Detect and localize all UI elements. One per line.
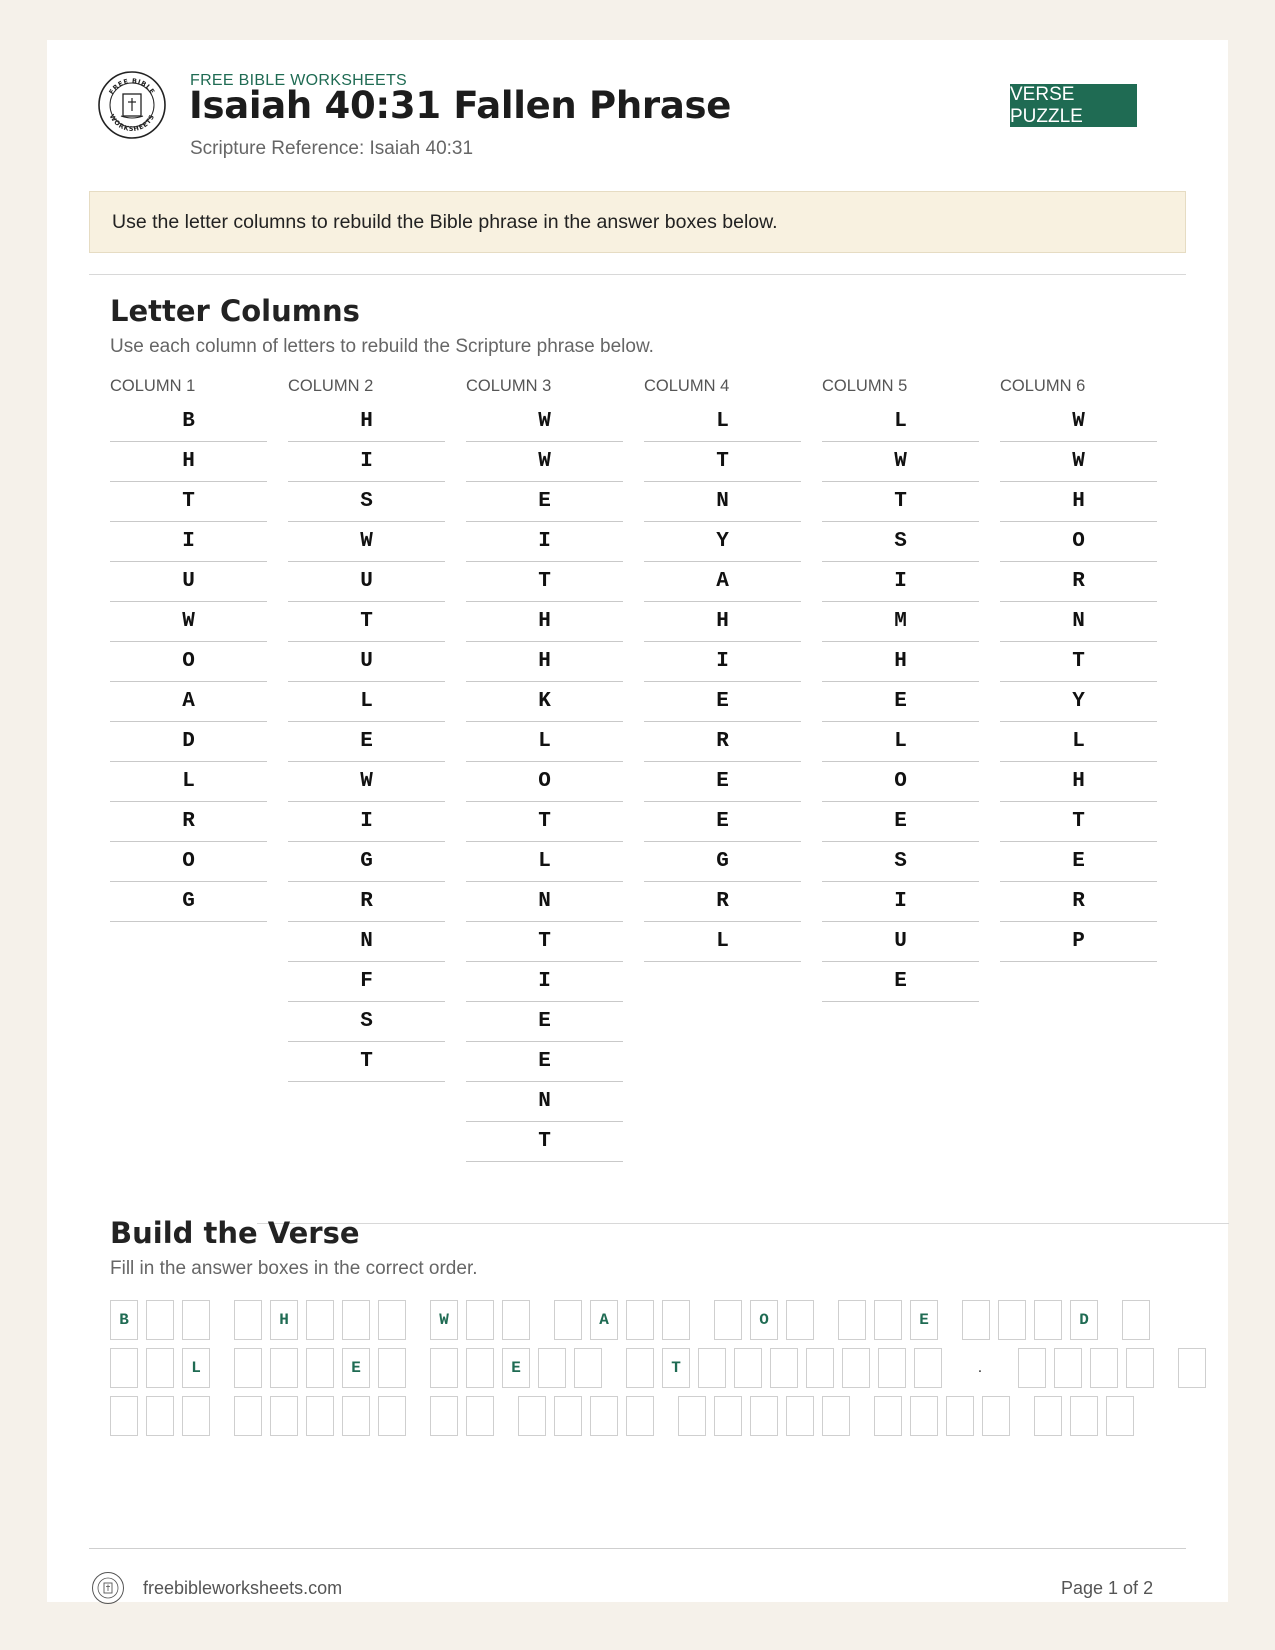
answer-box[interactable]	[842, 1348, 870, 1388]
answer-box[interactable]	[146, 1348, 174, 1388]
column-letter: L	[644, 402, 801, 442]
column-letter: S	[288, 482, 445, 522]
answer-box[interactable]	[1178, 1348, 1206, 1388]
column-letter: E	[1000, 842, 1157, 882]
book-logo-icon	[97, 70, 167, 140]
column-letter: T	[466, 802, 623, 842]
column-letter: S	[288, 1002, 445, 1042]
answer-box-hint[interactable]: E	[910, 1300, 938, 1340]
answer-box[interactable]	[822, 1396, 850, 1436]
answer-box[interactable]	[1126, 1348, 1154, 1388]
column-letter: E	[466, 482, 623, 522]
answer-box[interactable]	[270, 1348, 298, 1388]
column-letter: W	[466, 442, 623, 482]
column-letter: T	[1000, 642, 1157, 682]
column-letter: S	[822, 522, 979, 562]
answer-box[interactable]	[874, 1396, 902, 1436]
answer-box[interactable]	[982, 1396, 1010, 1436]
column-letter: I	[644, 642, 801, 682]
column-letter: U	[110, 562, 267, 602]
build-verse-title: Build the Verse	[110, 1216, 360, 1250]
letter-column	[466, 376, 623, 1162]
answer-box[interactable]	[714, 1396, 742, 1436]
answer-box[interactable]	[626, 1348, 654, 1388]
column-letter: W	[110, 602, 267, 642]
column-label: COLUMN 1	[110, 377, 196, 395]
column-letter: R	[1000, 882, 1157, 922]
column-letter: S	[822, 842, 979, 882]
answer-box[interactable]	[678, 1396, 706, 1436]
answer-box[interactable]	[342, 1396, 370, 1436]
answer-box[interactable]	[270, 1396, 298, 1436]
answer-box[interactable]	[430, 1348, 458, 1388]
column-letter: H	[466, 642, 623, 682]
column-letter: R	[1000, 562, 1157, 602]
answer-box[interactable]	[750, 1396, 778, 1436]
column-letter: L	[110, 762, 267, 802]
answer-box[interactable]	[378, 1348, 406, 1388]
answer-box-hint[interactable]: O	[750, 1300, 778, 1340]
column-label: COLUMN 5	[822, 377, 908, 395]
answer-box[interactable]	[874, 1300, 902, 1340]
letter-columns-title: Letter Columns	[110, 294, 360, 328]
punctuation-mark: .	[977, 1359, 983, 1376]
answer-box[interactable]	[1070, 1396, 1098, 1436]
page-title: Isaiah 40:31 Fallen Phrase	[189, 84, 732, 127]
verse-puzzle-badge: VERSE PUZZLE	[1010, 84, 1137, 127]
letter-column	[110, 376, 267, 922]
column-letter: T	[466, 1122, 623, 1162]
column-letter: T	[288, 602, 445, 642]
column-letter: W	[466, 402, 623, 442]
answer-box[interactable]	[806, 1348, 834, 1388]
answer-box[interactable]	[786, 1396, 814, 1436]
column-letter: T	[822, 482, 979, 522]
answer-box[interactable]	[698, 1348, 726, 1388]
logo-text-top: FREE BIBLE	[107, 76, 157, 96]
answer-box[interactable]	[662, 1300, 690, 1340]
answer-box-hint[interactable]: H	[270, 1300, 298, 1340]
column-letter: I	[822, 882, 979, 922]
column-letter: H	[110, 442, 267, 482]
column-letter: O	[466, 762, 623, 802]
column-letter: H	[1000, 482, 1157, 522]
answer-box[interactable]	[1034, 1300, 1062, 1340]
column-letter: I	[110, 522, 267, 562]
page-number: Page 1 of 2	[1061, 1578, 1154, 1598]
column-letter: E	[822, 802, 979, 842]
column-letter: L	[644, 922, 801, 962]
answer-box[interactable]	[306, 1396, 334, 1436]
answer-box[interactable]	[554, 1300, 582, 1340]
column-label: COLUMN 4	[644, 377, 730, 395]
answer-box[interactable]	[1034, 1396, 1062, 1436]
letter-columns-subtitle: Use each column of letters to rebuild the Scripture phrase below.	[110, 336, 654, 357]
column-letter: N	[466, 1082, 623, 1122]
answer-box[interactable]	[1054, 1348, 1082, 1388]
answer-box[interactable]	[234, 1300, 262, 1340]
column-letter: F	[288, 962, 445, 1002]
column-letter: W	[822, 442, 979, 482]
column-letter: N	[644, 482, 801, 522]
answer-box[interactable]	[1122, 1300, 1150, 1340]
column-letter: A	[110, 682, 267, 722]
column-letter: E	[288, 722, 445, 762]
column-letter: U	[822, 922, 979, 962]
brand-eyebrow: FREE BIBLE WORKSHEETS	[190, 72, 408, 89]
answer-box[interactable]	[714, 1300, 742, 1340]
answer-box-hint[interactable]: A	[590, 1300, 618, 1340]
answer-box[interactable]	[430, 1396, 458, 1436]
column-label: COLUMN 3	[466, 377, 552, 395]
answer-box[interactable]	[378, 1300, 406, 1340]
build-verse-subtitle: Fill in the answer boxes in the correct order.	[110, 1258, 478, 1279]
column-letter: O	[110, 642, 267, 682]
column-letter: R	[644, 722, 801, 762]
column-letter: L	[288, 682, 445, 722]
column-letter: T	[288, 1042, 445, 1082]
column-letter: E	[466, 1002, 623, 1042]
answer-box[interactable]	[734, 1348, 762, 1388]
answer-box[interactable]	[910, 1396, 938, 1436]
column-label: COLUMN 6	[1000, 377, 1086, 395]
answer-box[interactable]	[466, 1348, 494, 1388]
letter-column	[1000, 376, 1157, 962]
letter-column	[288, 376, 445, 1082]
column-letter: W	[288, 522, 445, 562]
answer-box-hint[interactable]: E	[342, 1348, 370, 1388]
column-letter: L	[466, 722, 623, 762]
answer-box[interactable]	[1018, 1348, 1046, 1388]
column-letter: M	[822, 602, 979, 642]
column-letter: O	[1000, 522, 1157, 562]
column-letter: R	[288, 882, 445, 922]
instruction-text: Use the letter columns to rebuild the Bible phrase in the answer boxes below.	[112, 210, 778, 233]
letter-column	[822, 376, 979, 1002]
answer-box[interactable]	[342, 1300, 370, 1340]
column-letter: T	[110, 482, 267, 522]
column-letter: N	[466, 882, 623, 922]
column-letter: W	[1000, 442, 1157, 482]
answer-box-hint[interactable]: D	[1070, 1300, 1098, 1340]
column-letter: I	[288, 442, 445, 482]
answer-box[interactable]	[466, 1396, 494, 1436]
column-letter: G	[110, 882, 267, 922]
column-letter: E	[644, 802, 801, 842]
logo-text-bottom: WORKSHEETS	[107, 112, 157, 134]
answer-box-hint[interactable]: L	[182, 1348, 210, 1388]
answer-box[interactable]	[182, 1300, 210, 1340]
answer-box[interactable]	[838, 1300, 866, 1340]
answer-box[interactable]	[962, 1300, 990, 1340]
column-letter: E	[644, 762, 801, 802]
column-letter: T	[466, 922, 623, 962]
column-letter: I	[466, 962, 623, 1002]
answer-box[interactable]	[946, 1396, 974, 1436]
instruction-box	[89, 191, 1186, 253]
answer-box[interactable]	[234, 1396, 262, 1436]
column-letter: T	[466, 562, 623, 602]
column-letter: I	[288, 802, 445, 842]
column-letter: I	[822, 562, 979, 602]
column-letter: H	[466, 602, 623, 642]
column-letter: R	[110, 802, 267, 842]
answer-box[interactable]	[502, 1300, 530, 1340]
column-letter: P	[1000, 922, 1157, 962]
divider	[89, 1548, 1186, 1549]
answer-box[interactable]	[146, 1396, 174, 1436]
answer-box[interactable]	[518, 1396, 546, 1436]
column-letter: L	[822, 722, 979, 762]
answer-box[interactable]	[182, 1396, 210, 1436]
column-letter: W	[1000, 402, 1157, 442]
column-letter: R	[644, 882, 801, 922]
answer-box[interactable]	[110, 1348, 138, 1388]
column-letter: O	[822, 762, 979, 802]
column-letter: L	[466, 842, 623, 882]
column-letter: H	[288, 402, 445, 442]
answer-box[interactable]	[1090, 1348, 1118, 1388]
column-letter: Y	[1000, 682, 1157, 722]
column-letter: D	[110, 722, 267, 762]
column-letter: G	[288, 842, 445, 882]
answer-box[interactable]	[306, 1348, 334, 1388]
footer-logo-icon	[91, 1571, 125, 1605]
column-letter: N	[288, 922, 445, 962]
column-letter: E	[822, 962, 979, 1002]
column-letter: B	[110, 402, 267, 442]
answer-box[interactable]	[590, 1396, 618, 1436]
column-letter: N	[1000, 602, 1157, 642]
answer-box[interactable]	[1106, 1396, 1134, 1436]
answer-box[interactable]	[538, 1348, 566, 1388]
answer-box[interactable]	[306, 1300, 334, 1340]
column-letter: A	[644, 562, 801, 602]
answer-box[interactable]	[914, 1348, 942, 1388]
column-letter: L	[822, 402, 979, 442]
answer-box[interactable]	[146, 1300, 174, 1340]
column-letter: I	[466, 522, 623, 562]
column-letter: L	[1000, 722, 1157, 762]
column-letter: E	[644, 682, 801, 722]
answer-box[interactable]	[786, 1300, 814, 1340]
divider	[89, 274, 1186, 275]
column-letter: H	[1000, 762, 1157, 802]
answer-box-hint[interactable]: T	[662, 1348, 690, 1388]
column-letter: E	[822, 682, 979, 722]
column-letter: U	[288, 642, 445, 682]
divider	[257, 1223, 1229, 1224]
answer-box[interactable]	[998, 1300, 1026, 1340]
letter-column	[644, 376, 801, 962]
column-letter: G	[644, 842, 801, 882]
answer-box-hint[interactable]: W	[430, 1300, 458, 1340]
answer-box[interactable]	[574, 1348, 602, 1388]
answer-box[interactable]	[110, 1396, 138, 1436]
column-letter: H	[822, 642, 979, 682]
column-letter: T	[1000, 802, 1157, 842]
column-letter: Y	[644, 522, 801, 562]
answer-box[interactable]	[466, 1300, 494, 1340]
column-label: COLUMN 2	[288, 377, 374, 395]
footer-site: freebibleworksheets.com	[143, 1578, 343, 1598]
answer-box[interactable]	[626, 1300, 654, 1340]
svg-text:FREE BIBLE	[107, 77, 156, 96]
worksheet-page	[47, 40, 1228, 1602]
column-letter: O	[110, 842, 267, 882]
answer-box[interactable]	[770, 1348, 798, 1388]
answer-box[interactable]	[626, 1396, 654, 1436]
column-letter: H	[644, 602, 801, 642]
column-letter: E	[466, 1042, 623, 1082]
answer-box-hint[interactable]: B	[110, 1300, 138, 1340]
column-letter: U	[288, 562, 445, 602]
answer-box[interactable]	[234, 1348, 262, 1388]
scripture-reference: Scripture Reference: Isaiah 40:31	[190, 138, 474, 159]
answer-box[interactable]	[554, 1396, 582, 1436]
answer-box-hint[interactable]: E	[502, 1348, 530, 1388]
column-letter: W	[288, 762, 445, 802]
answer-box[interactable]	[878, 1348, 906, 1388]
column-letter: K	[466, 682, 623, 722]
answer-box[interactable]	[378, 1396, 406, 1436]
column-letter: T	[644, 442, 801, 482]
